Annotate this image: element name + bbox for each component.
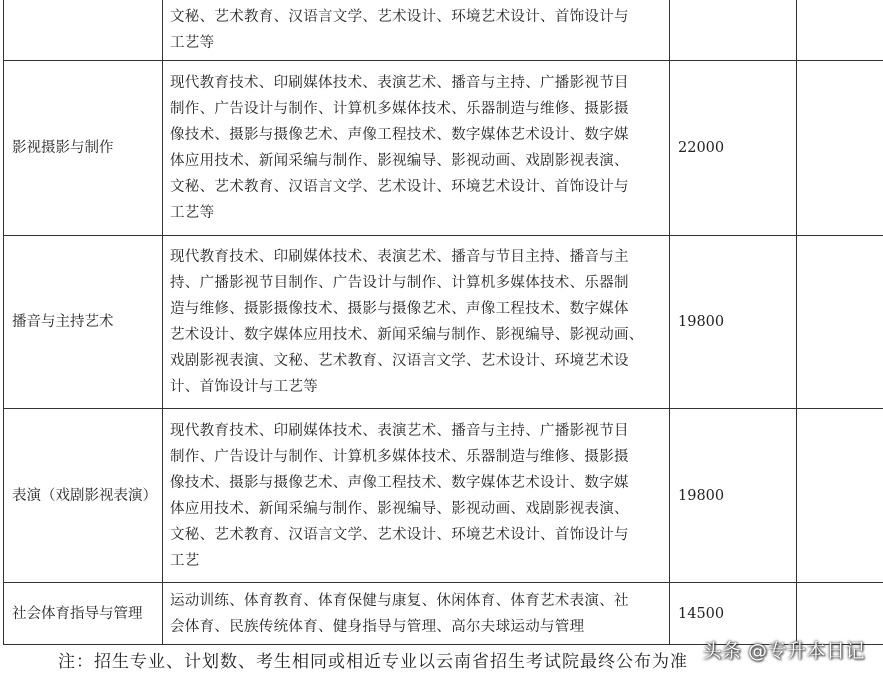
related-majors-line: 现代教育技术、印刷媒体技术、表演艺术、播音与主持、广播影视节目 <box>170 422 629 439</box>
quota-cell <box>670 0 797 61</box>
major-cell: 表演（戏剧影视表演） <box>4 409 163 583</box>
major-table-body <box>4 0 883 645</box>
related-majors-line: 文秘、艺术教育、汉语言文学、艺术设计、环境艺术设计、首饰设计与 <box>170 179 629 195</box>
table-row <box>4 61 883 236</box>
related-majors-cell <box>163 0 670 61</box>
related-majors-line: 制作、广告设计与制作、计算机多媒体技术、乐器制造与维修、摄影摄 <box>170 101 629 117</box>
related-majors-line: 计、首饰设计与工艺等 <box>170 379 318 395</box>
related-majors-line: 像技术、摄影与摄像艺术、声像工程技术、数字媒体艺术设计、数字媒 <box>170 474 629 491</box>
blank-cell <box>797 409 883 583</box>
related-majors-line: 工艺等 <box>170 34 215 51</box>
major-cell: 社会体育指导与管理 <box>4 583 163 645</box>
footnote: 注：招生专业、计划数、考生相同或相近专业以云南省招生考试院最终公布为准 <box>58 652 688 672</box>
watermark: 头条 @专升本日记 <box>702 640 865 662</box>
quota-cell: 19800 <box>670 236 797 409</box>
related-majors-line: 工艺 <box>170 552 200 569</box>
related-majors-line: 像技术、摄影与摄像艺术、声像工程技术、数字媒体艺术设计、数字媒 <box>170 127 629 143</box>
related-majors-line: 文秘、艺术教育、汉语言文学、艺术设计、环境艺术设计、首饰设计与 <box>170 8 629 25</box>
related-majors-line: 艺术设计、数字媒体应用技术、新闻采编与制作、影视编导、影视动画、 <box>170 327 644 343</box>
table-row <box>4 409 883 583</box>
related-majors-line: 文秘、艺术教育、汉语言文学、艺术设计、环境艺术设计、首饰设计与 <box>170 526 629 543</box>
related-majors-cell <box>163 61 670 236</box>
related-majors-cell <box>163 409 670 583</box>
blank-cell <box>797 0 883 61</box>
quota-cell: 22000 <box>670 61 797 236</box>
related-majors-line: 体应用技术、新闻采编与制作、影视编导、影视动画、戏剧影视表演、 <box>170 153 629 169</box>
related-majors-line: 现代教育技术、印刷媒体技术、表演艺术、播音与节目主持、播音与主 <box>170 249 629 265</box>
related-majors-line: 会体育、民族传统体育、健身指导与管理、高尔夫球运动与管理 <box>170 618 585 635</box>
related-majors-cell <box>163 236 670 409</box>
related-majors-line: 持、广播影视节目制作、广告设计与制作、计算机多媒体技术、乐器制 <box>170 275 629 291</box>
table-row <box>4 0 883 61</box>
related-majors-cell <box>163 583 670 645</box>
related-majors-line: 运动训练、体育教育、体育保健与康复、休闲体育、体育艺术表演、社 <box>170 592 629 609</box>
major-cell <box>4 0 163 61</box>
related-majors-line: 工艺等 <box>170 205 215 221</box>
related-majors-line: 现代教育技术、印刷媒体技术、表演艺术、播音与主持、广播影视节目 <box>170 75 629 91</box>
quota-cell: 19800 <box>670 409 797 583</box>
quota-cell: 14500 <box>670 583 797 645</box>
major-cell: 播音与主持艺术 <box>4 236 163 409</box>
related-majors-line: 造与维修、摄影摄像技术、摄影与摄像艺术、声像工程技术、数字媒体 <box>170 301 629 317</box>
blank-cell <box>797 236 883 409</box>
major-cell: 影视摄影与制作 <box>4 61 163 236</box>
blank-cell <box>797 61 883 236</box>
related-majors-line: 体应用技术、新闻采编与制作、影视编导、影视动画、戏剧影视表演、 <box>170 500 629 517</box>
related-majors-line: 戏剧影视表演、文秘、艺术教育、汉语言文学、艺术设计、环境艺术设 <box>170 353 629 369</box>
major-table <box>3 0 883 645</box>
table-row <box>4 236 883 409</box>
related-majors-line: 制作、广告设计与制作、计算机多媒体技术、乐器制造与维修、摄影摄 <box>170 448 629 465</box>
